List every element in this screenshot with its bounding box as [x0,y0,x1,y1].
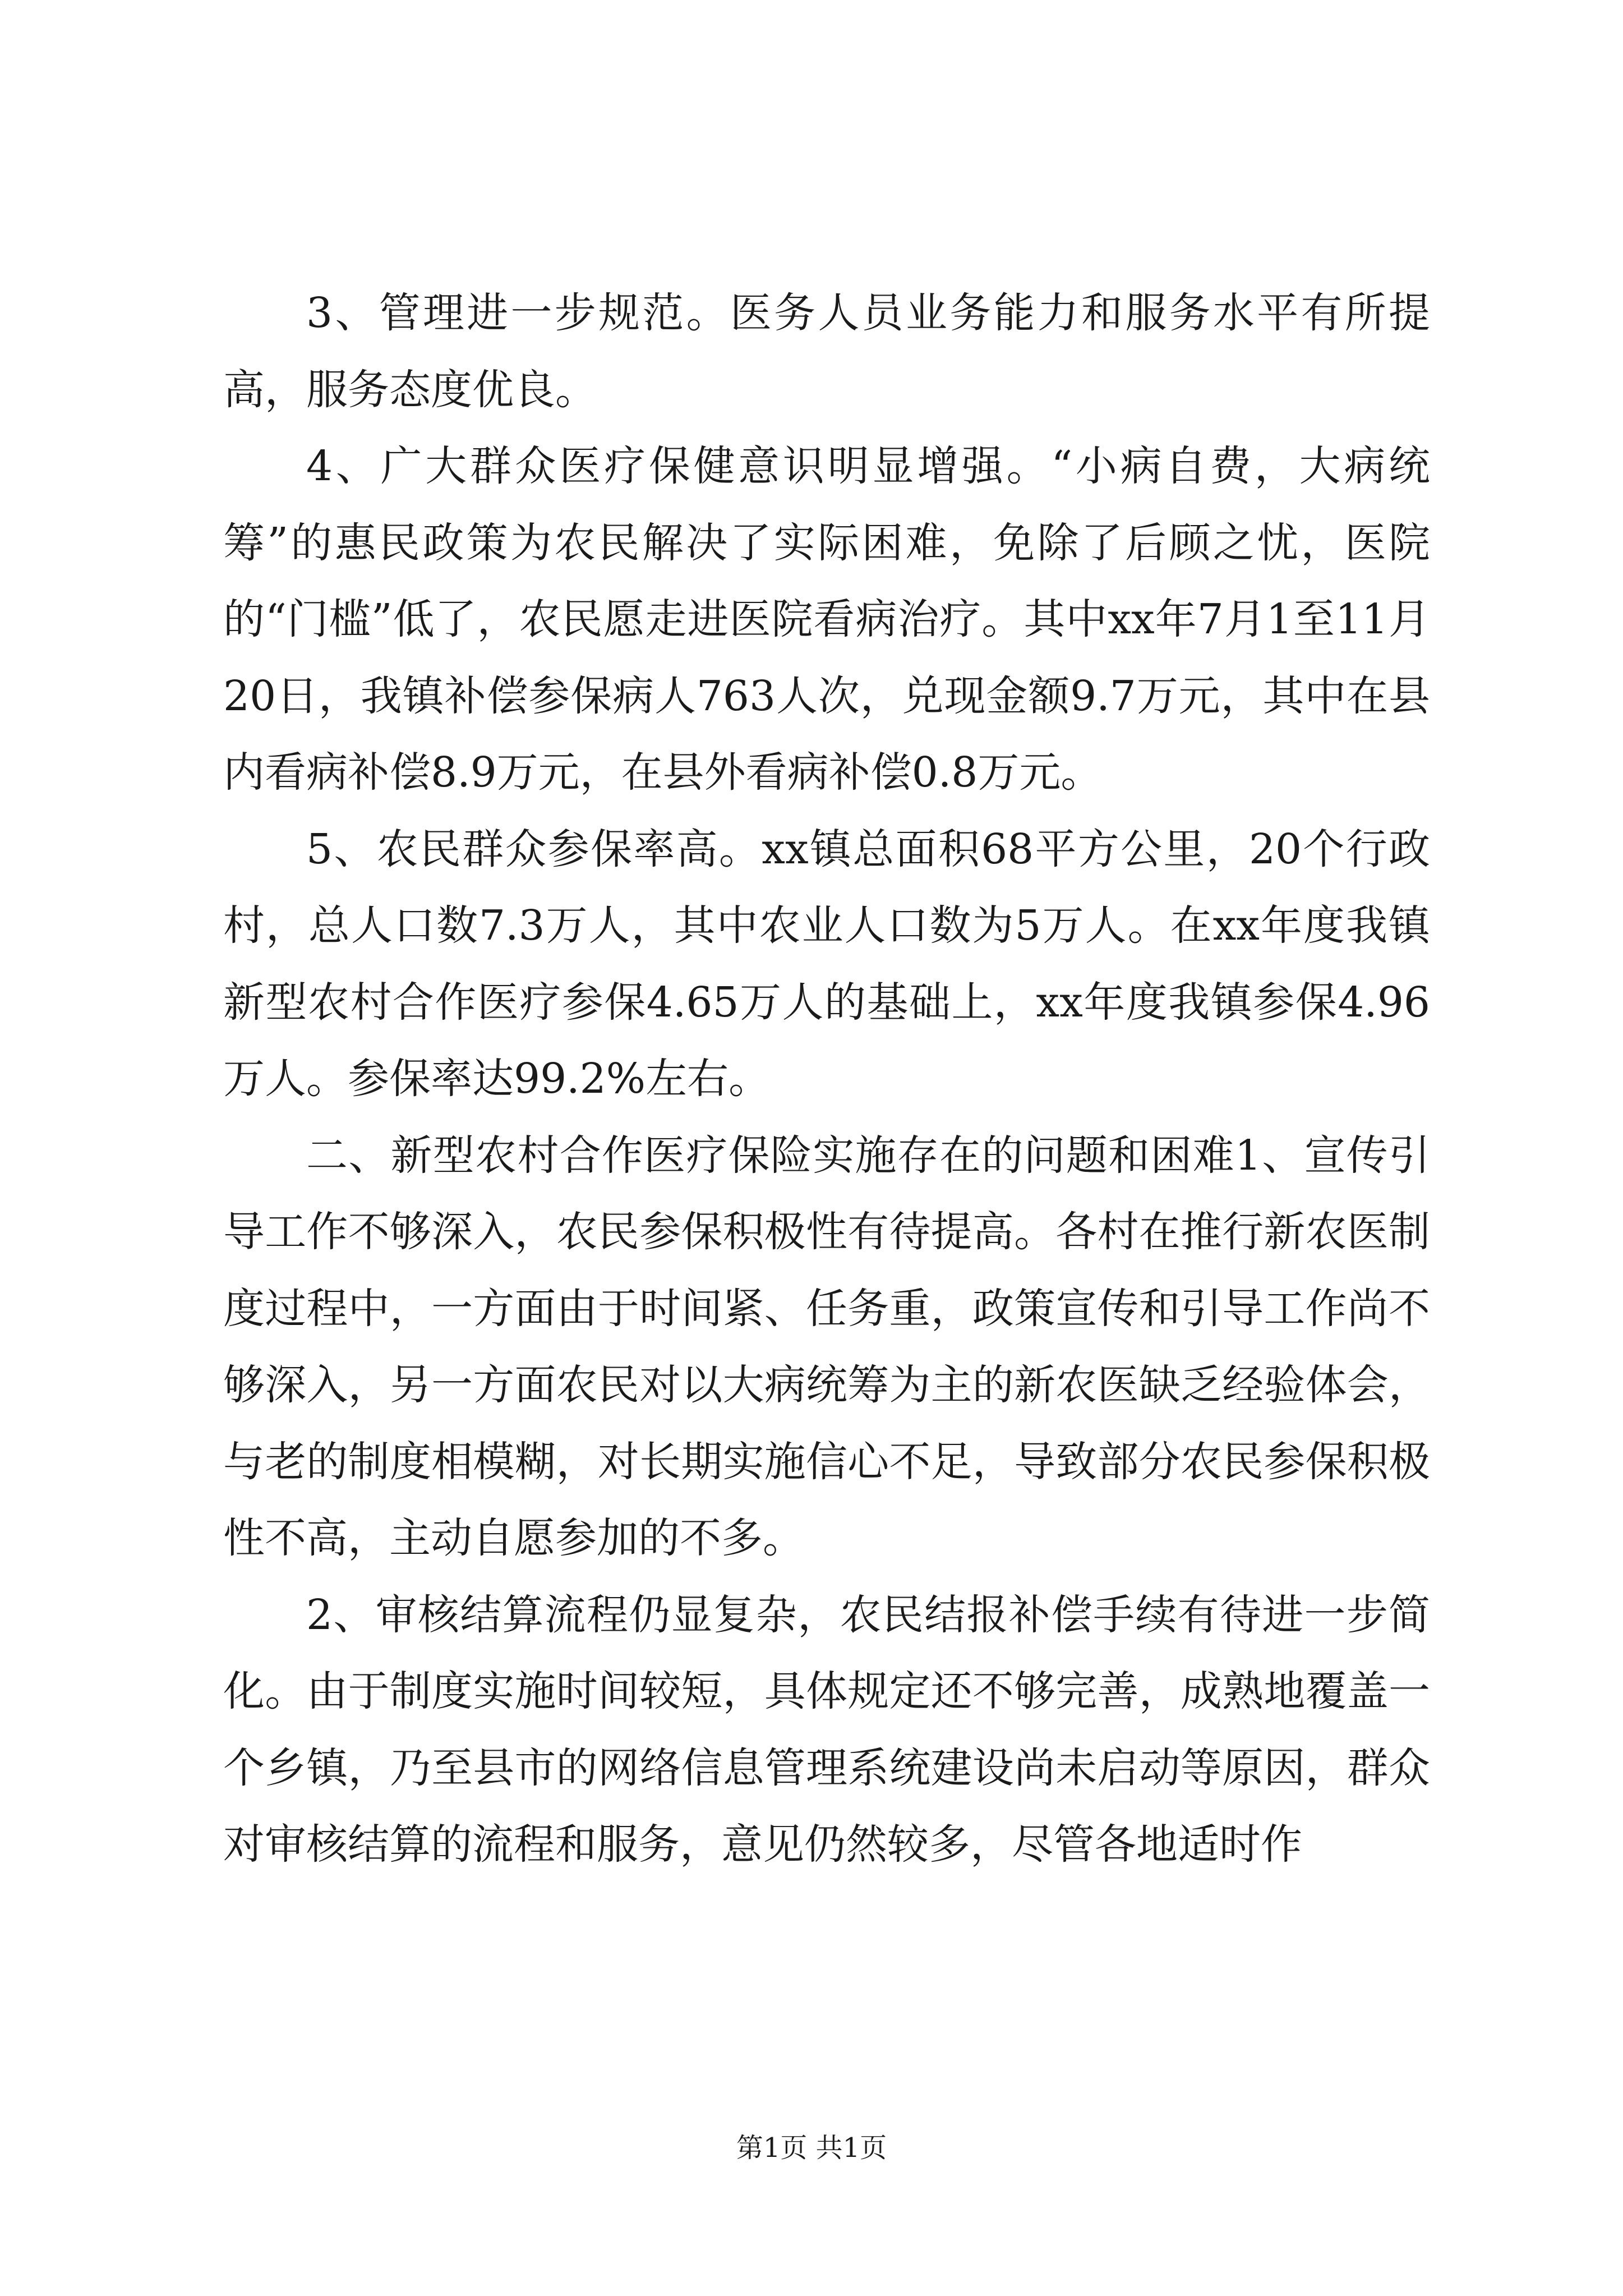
paragraph-management: 3、管理进一步规范。医务人员业务能力和服务水平有所提高，服务态度优良。 [223,289,1430,414]
paragraph-health-awareness: 4、广大群众医疗保健意识明显增强。“小病自费，大病统筹”的惠民政策为农民解决了实际困难，免除了后顾之忧，医院的“门槛”低了，农民愿走进医院看病治疗。其中xx年7月1至11月20日，我镇补偿参保病人763人次，兑现金额9.7万元，其中在县内看病补偿8.9万元，在县外看病补偿0.8万元。 [223,442,1430,797]
paragraph-settlement-process: 2、审核结算流程仍显复杂，农民结报补偿手续有待进一步简化。由于制度实施时间较短，具体规定还不够完善，成熟地覆盖一个乡镇，乃至县市的网络信息管理系统建设尚未启动等原因，群众对审核结算的流程和服务，意见仍然较多，尽管各地适时作 [223,1590,1430,1869]
paragraph-problems-publicity: 二、新型农村合作医疗保险实施存在的问题和困难1、宣传引导工作不够深入，农民参保积极性有待提高。各村在推行新农医制度过程中，一方面由于时间紧、任务重，政策宣传和引导工作尚不够深入，另一方面农民对以大病统筹为主的新农医缺乏经验体会，与老的制度相模糊，对长期实施信心不足，导致部分农民参保积极性不高，主动自愿参加的不多。 [223,1131,1430,1562]
page-footer: 第1页 共1页 [736,2132,887,2164]
document-body [223,275,1430,1883]
paragraph-participation-rate: 5、农民群众参保率高。xx镇总面积68平方公里，20个行政村，总人口数7.3万人，其中农业人口数为5万人。在xx年度我镇新型农村合作医疗参保4.65万人的基础上，xx年度我镇参保4.96万人。参保率达99.2%左右。 [223,825,1430,1103]
